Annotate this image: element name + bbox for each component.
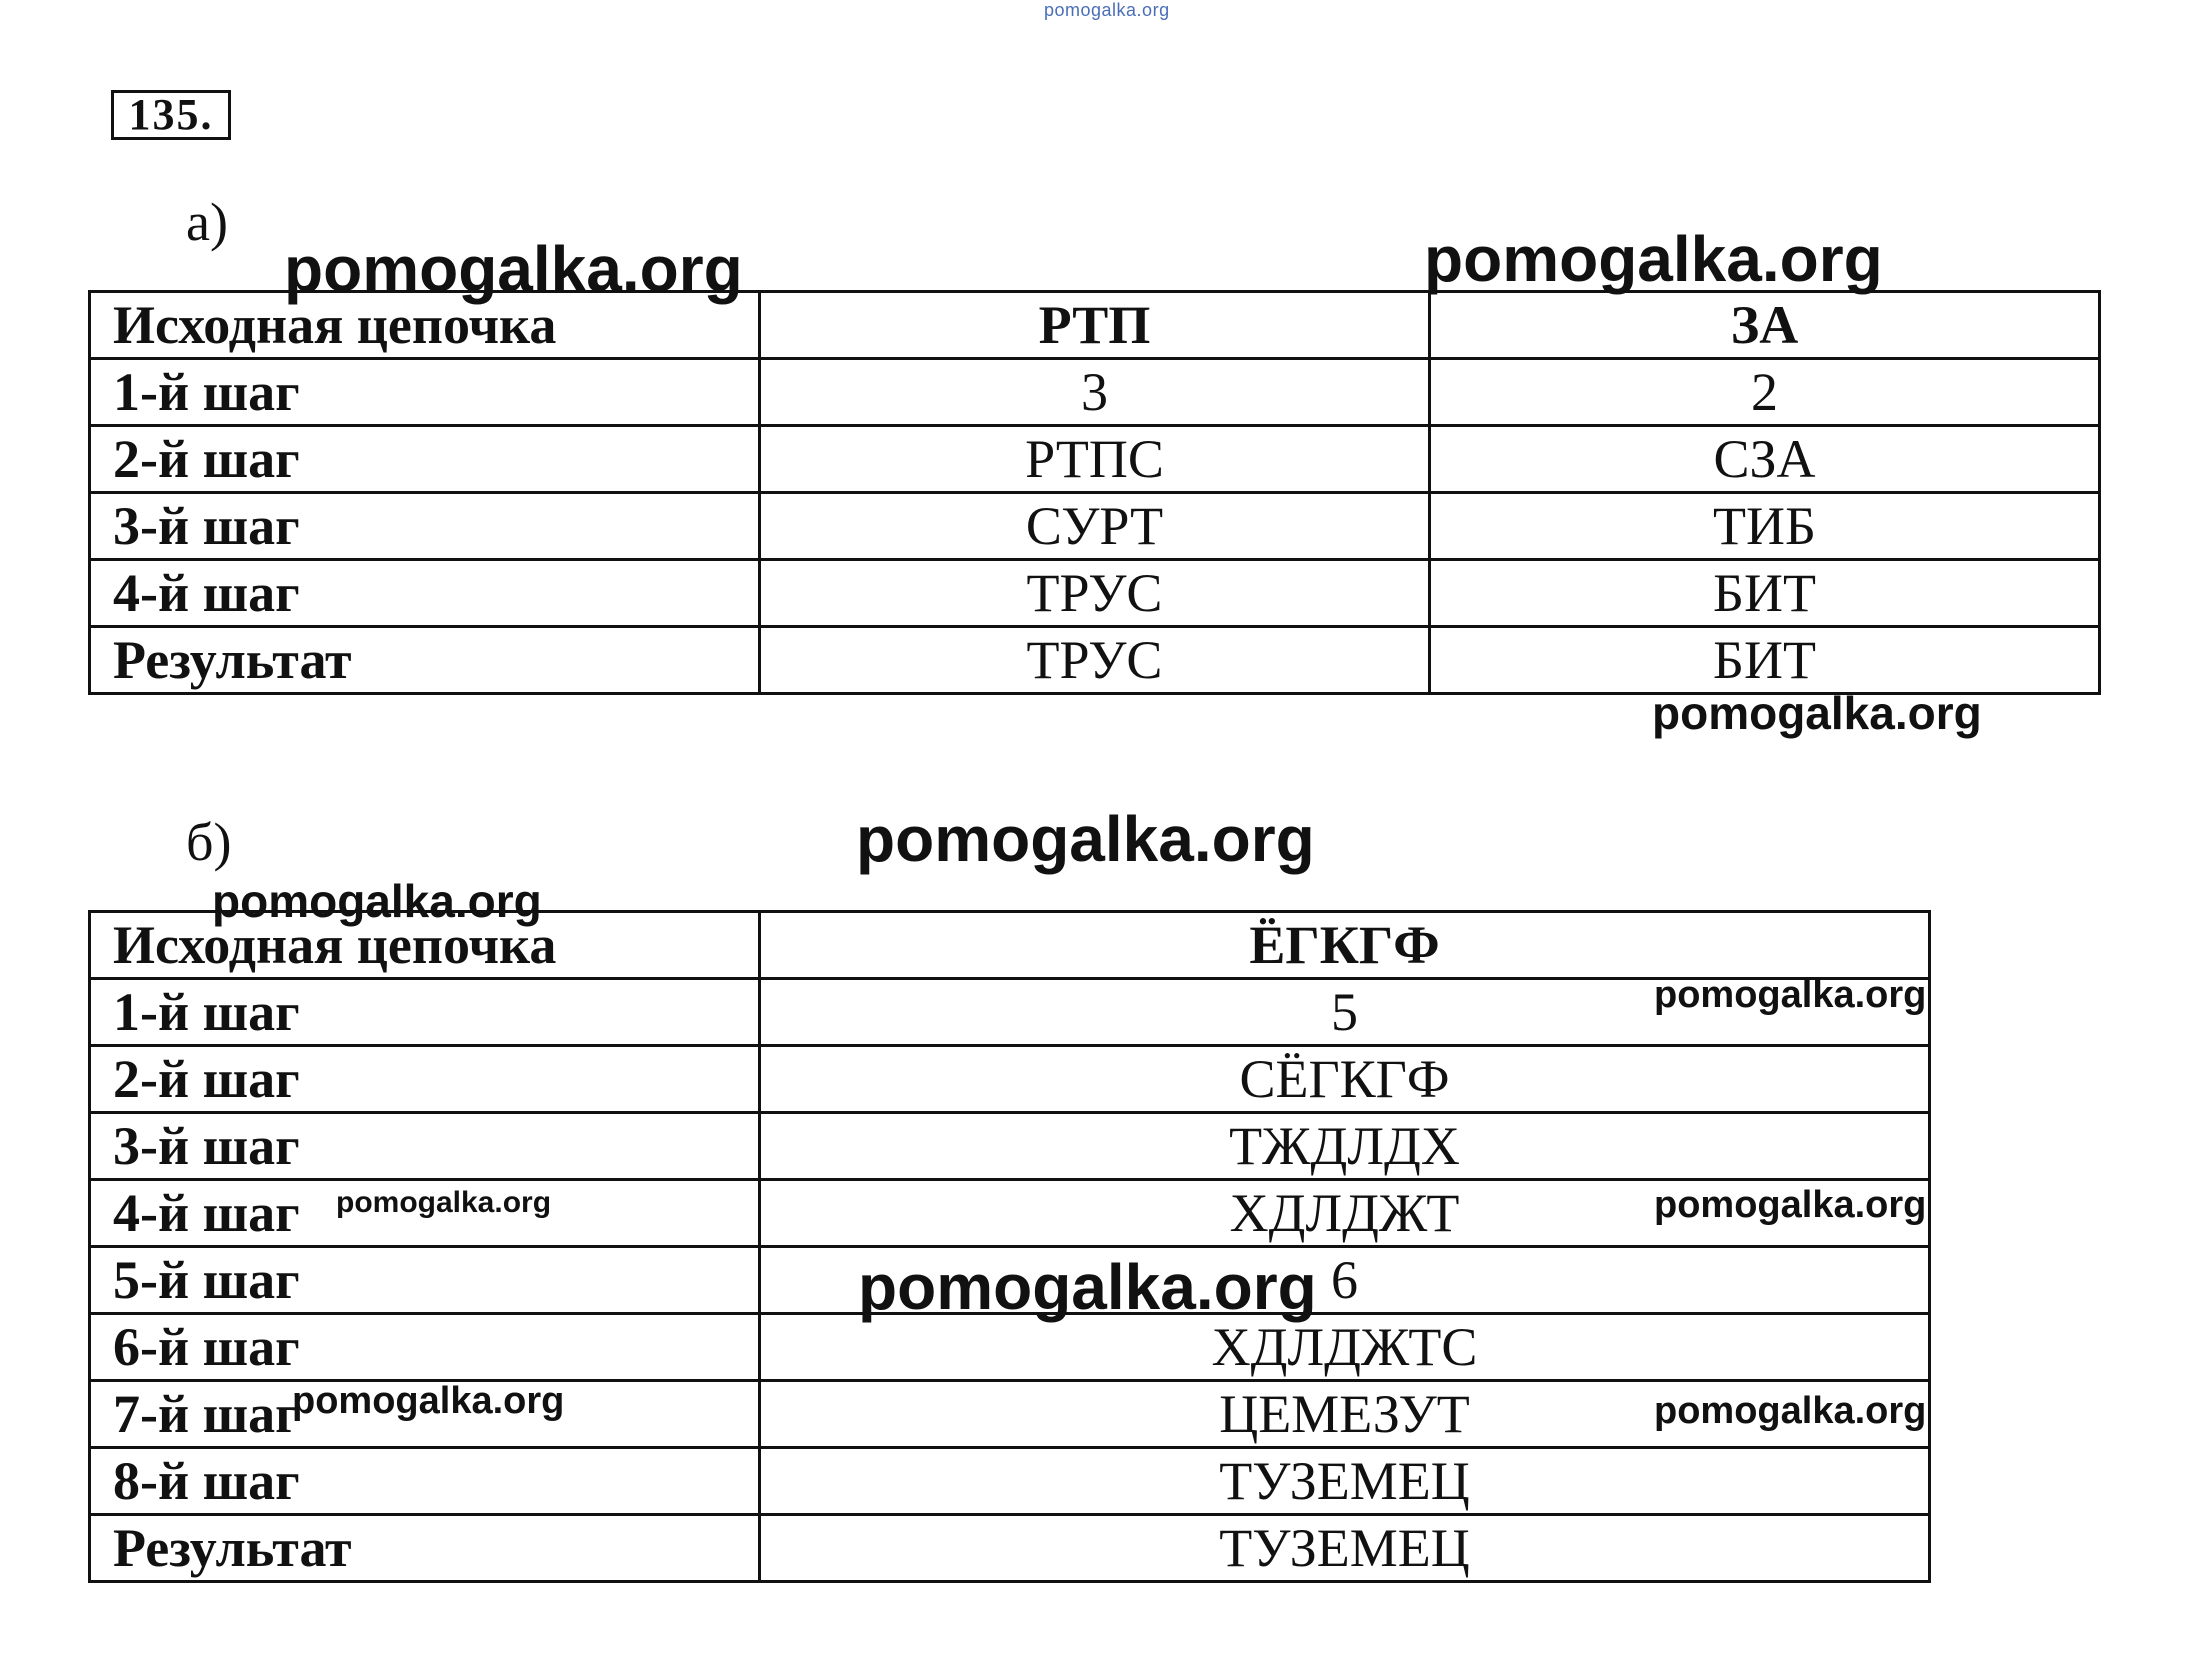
- cell-value: СУРТ: [760, 493, 1430, 560]
- table-row: [90, 560, 2100, 627]
- cell-value: 2: [1430, 359, 2100, 426]
- cell-value: 6: [760, 1247, 1930, 1314]
- row-label: 4-й шаг: [90, 1180, 760, 1247]
- table-row: [90, 1448, 1930, 1515]
- watermark: pomogalka.org: [858, 1251, 1317, 1323]
- cell-value: БИТ: [1430, 560, 2100, 627]
- table-row: [90, 627, 2100, 694]
- row-label: 4-й шаг: [90, 560, 760, 627]
- cell-value: ЦЕМЕЗУТ: [760, 1381, 1930, 1448]
- section-b-label: б): [186, 812, 232, 872]
- watermark: pomogalka.org: [284, 233, 743, 305]
- cell-value: СЁГКГФ: [760, 1046, 1930, 1113]
- cell-value: ХДЛДЖТС: [760, 1314, 1930, 1381]
- task-number: 135.: [111, 90, 231, 140]
- row-label: 2-й шаг: [90, 426, 760, 493]
- table-a: [88, 290, 2101, 695]
- watermark: pomogalka.org: [1652, 687, 1982, 739]
- row-label: 5-й шаг: [90, 1247, 760, 1314]
- cell-value: ТИБ: [1430, 493, 2100, 560]
- cell-value: ТЖДЛДХ: [760, 1113, 1930, 1180]
- table-row: [90, 1046, 1930, 1113]
- cell-value: СЗА: [1430, 426, 2100, 493]
- column-header-za: ЗА: [1430, 292, 2100, 359]
- cell-value: ТРУС: [760, 560, 1430, 627]
- section-a-label: а): [186, 192, 228, 252]
- row-label: 6-й шаг: [90, 1314, 760, 1381]
- watermark: pomogalka.org: [1654, 974, 1927, 1016]
- row-label: Результат: [90, 627, 760, 694]
- watermark: pomogalka.org: [292, 1380, 565, 1422]
- cell-value: ТУЗЕМЕЦ: [760, 1448, 1930, 1515]
- row-label: 7-й шаг: [90, 1381, 760, 1448]
- table-row: [90, 493, 2100, 560]
- watermark: pomogalka.org: [1424, 223, 1883, 295]
- top-watermark: pomogalka.org: [1044, 0, 1170, 20]
- watermark: pomogalka.org: [212, 875, 542, 927]
- watermark: pomogalka.org: [336, 1186, 552, 1219]
- row-label: 2-й шаг: [90, 1046, 760, 1113]
- column-header-egkgf: ЁГКГФ: [760, 912, 1930, 979]
- cell-value: ТРУС: [760, 627, 1430, 694]
- row-label: 8-й шаг: [90, 1448, 760, 1515]
- watermark: pomogalka.org: [1654, 1184, 1927, 1226]
- row-label: 1-й шаг: [90, 979, 760, 1046]
- row-label: 1-й шаг: [90, 359, 760, 426]
- row-label: 3-й шаг: [90, 1113, 760, 1180]
- column-header-rtp: РТП: [760, 292, 1430, 359]
- watermark: pomogalka.org: [856, 803, 1315, 875]
- table-row: [90, 426, 2100, 493]
- cell-value: ТУЗЕМЕЦ: [760, 1515, 1930, 1582]
- column-header-source-chain: Исходная цепочка: [90, 292, 760, 359]
- cell-value: БИТ: [1430, 627, 2100, 694]
- row-label: 3-й шаг: [90, 493, 760, 560]
- column-header-source-chain: Исходная цепочка: [90, 912, 760, 979]
- cell-value: 5: [760, 979, 1930, 1046]
- table-row: [90, 359, 2100, 426]
- cell-value: ХДЛДЖТ: [760, 1180, 1930, 1247]
- table-row: [90, 1515, 1930, 1582]
- cell-value: РТПС: [760, 426, 1430, 493]
- row-label: Результат: [90, 1515, 760, 1582]
- watermark: pomogalka.org: [1654, 1390, 1927, 1432]
- cell-value: 3: [760, 359, 1430, 426]
- table-row: [90, 1113, 1930, 1180]
